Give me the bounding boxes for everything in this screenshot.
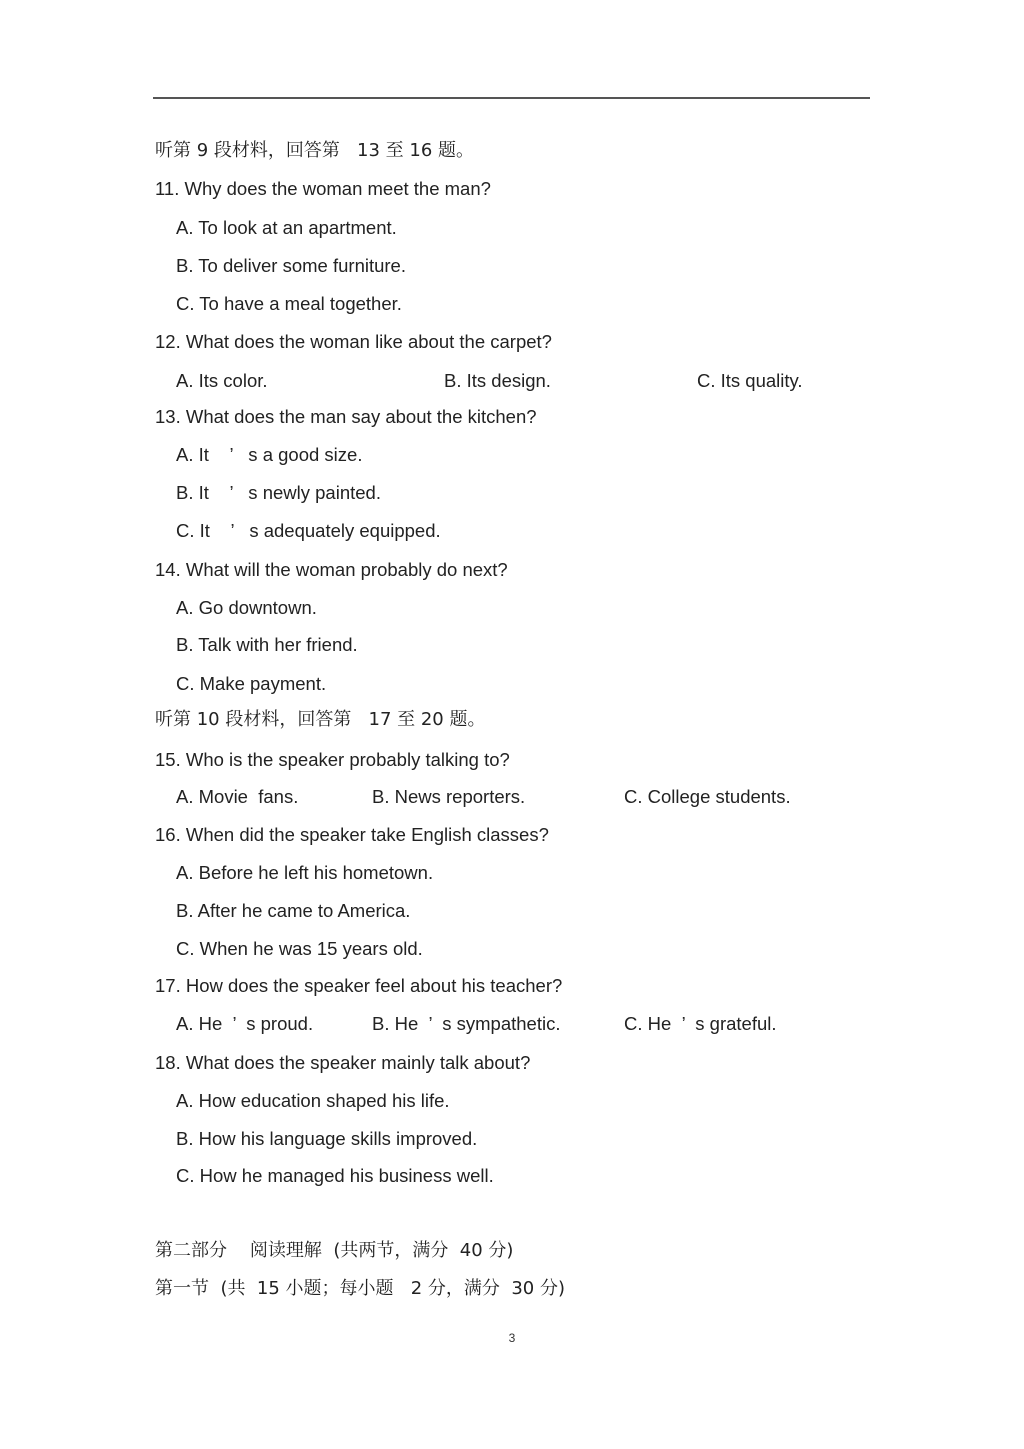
question-14: 14. What will the woman probably do next?	[155, 559, 508, 580]
question-13-option-a: A. It ’ s a good size.	[176, 444, 363, 465]
question-14-option-a: A. Go downtown.	[176, 597, 317, 618]
question-18-option-a: A. How education shaped his life.	[176, 1090, 450, 1111]
question-15: 15. Who is the speaker probably talking to?	[155, 749, 510, 770]
question-18: 18. What does the speaker mainly talk about?	[155, 1052, 531, 1073]
question-13: 13. What does the man say about the kitchen?	[155, 406, 537, 427]
question-11: 11. Why does the woman meet the man?	[155, 178, 491, 199]
question-11-option-c: C. To have a meal together.	[176, 293, 402, 314]
question-12-option-b: B. Its design.	[444, 370, 551, 391]
question-16-option-a: A. Before he left his hometown.	[176, 862, 434, 883]
question-16-option-b: B. After he came to America.	[176, 900, 411, 921]
question-16-option-c: C. When he was 15 years old.	[176, 938, 423, 959]
question-14-option-c: C. Make payment.	[176, 673, 327, 694]
section-heading-material-9: 听第 9 段材料，回答第 13 至 16 题。	[155, 140, 475, 161]
section-one-heading: 第一节 (共 15 小题；每小题 2 分，满分 30 分)	[155, 1278, 565, 1299]
question-15-option-a: A. Movie fans.	[176, 786, 299, 807]
page-number: 3	[508, 1331, 516, 1345]
question-17-option-a: A. He ’ s proud.	[176, 1013, 314, 1034]
section-heading-material-10: 听第 10 段材料，回答第 17 至 20 题。	[155, 709, 486, 730]
question-13-option-b: B. It ’ s newly painted.	[176, 482, 381, 503]
question-11-option-a: A. To look at an apartment.	[176, 217, 397, 238]
question-17: 17. How does the speaker feel about his teacher?	[155, 975, 563, 996]
question-17-option-b: B. He ’ s sympathetic.	[372, 1013, 561, 1034]
question-12: 12. What does the woman like about the carpet?	[155, 331, 552, 352]
question-16: 16. When did the speaker take English classes?	[155, 824, 549, 845]
question-17-option-c: C. He ’ s grateful.	[624, 1013, 777, 1034]
question-12-option-c: C. Its quality.	[697, 370, 803, 391]
part-two-heading: 第二部分 阅读理解 (共两节，满分 40 分)	[155, 1240, 514, 1261]
question-15-option-b: B. News reporters.	[372, 786, 526, 807]
question-18-option-b: B. How his language skills improved.	[176, 1128, 478, 1149]
question-15-option-c: C. College students.	[624, 786, 791, 807]
question-11-option-b: B. To deliver some furniture.	[176, 255, 406, 276]
question-18-option-c: C. How he managed his business well.	[176, 1165, 494, 1186]
question-12-option-a: A. Its color.	[176, 370, 268, 391]
question-14-option-b: B. Talk with her friend.	[176, 634, 358, 655]
question-13-option-c: C. It ’ s adequately equipped.	[176, 520, 441, 541]
header-rule	[153, 97, 870, 99]
